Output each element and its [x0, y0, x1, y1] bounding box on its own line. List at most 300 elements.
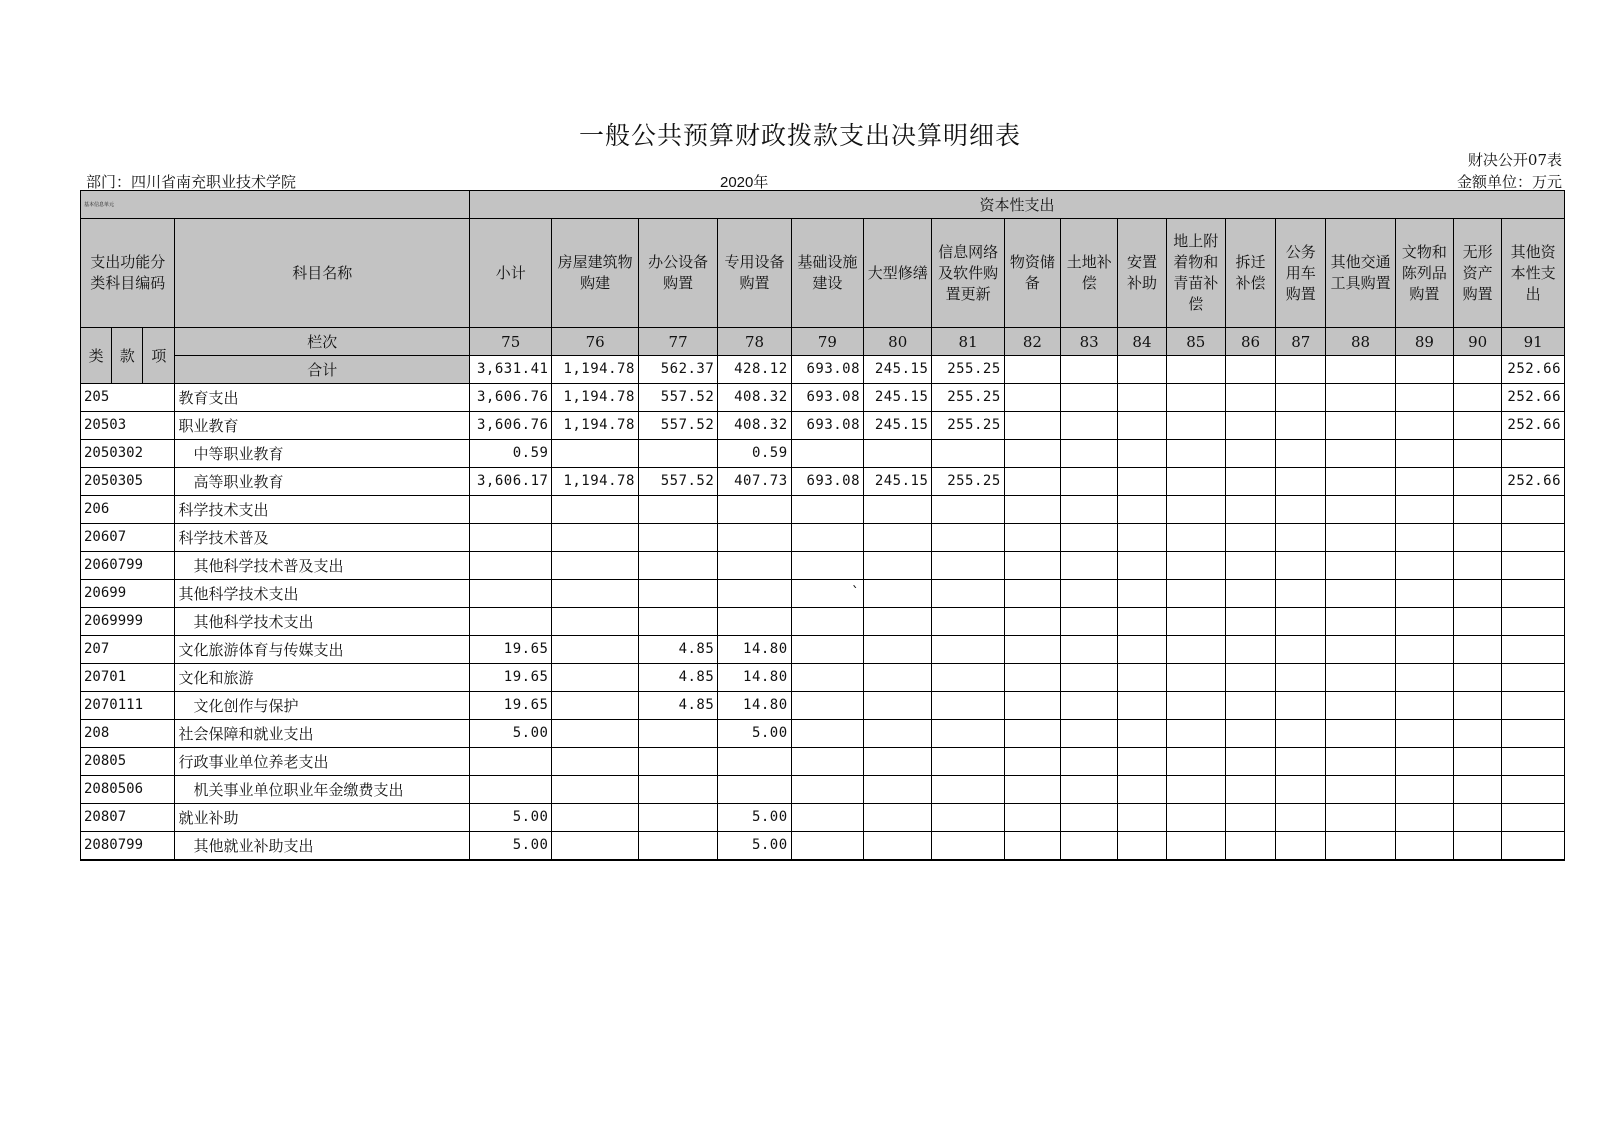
row-code: 208 [81, 720, 175, 748]
row-value [552, 524, 638, 552]
row-value [1326, 748, 1395, 776]
row-value: 14.80 [718, 636, 791, 664]
row-value [1166, 468, 1225, 496]
row-value [1225, 496, 1275, 524]
row-value [1225, 748, 1275, 776]
row-value [791, 776, 863, 804]
row-value [470, 748, 552, 776]
row-value [1061, 580, 1118, 608]
row-value [638, 748, 717, 776]
row-name: 其他就业补助支出 [175, 832, 470, 861]
row-value [552, 692, 638, 720]
row-value: 0.59 [718, 440, 791, 468]
table-row [81, 748, 1565, 776]
column-header: 其他资本性支出 [1502, 219, 1565, 328]
row-value [932, 832, 1004, 861]
row-value [1502, 580, 1565, 608]
table-row [81, 412, 1565, 440]
column-header: 办公设备购置 [638, 219, 717, 328]
row-value [1061, 496, 1118, 524]
row-value [1061, 776, 1118, 804]
row-value [1118, 720, 1166, 748]
row-value [791, 552, 863, 580]
row-value [1225, 776, 1275, 804]
row-code: 20607 [81, 524, 175, 552]
row-value: 14.80 [718, 664, 791, 692]
row-value [1166, 748, 1225, 776]
row-value [932, 636, 1004, 664]
row-value [1454, 384, 1502, 412]
row-value [1118, 552, 1166, 580]
column-header: 安置补助 [1118, 219, 1166, 328]
table-row [81, 384, 1565, 412]
column-header: 物资储备 [1004, 219, 1060, 328]
row-value [1004, 552, 1060, 580]
row-code: 2060799 [81, 552, 175, 580]
row-value: 407.73 [718, 468, 791, 496]
row-value [791, 692, 863, 720]
column-number-row [81, 328, 1565, 356]
expenditure-table [80, 190, 1565, 861]
row-value [1061, 804, 1118, 832]
column-header: 文物和陈列品购置 [1395, 219, 1453, 328]
row-code: 2069999 [81, 608, 175, 636]
name-header: 科目名称 [175, 219, 470, 328]
row-value: 19.65 [470, 664, 552, 692]
row-value [1276, 664, 1326, 692]
row-value [1225, 524, 1275, 552]
row-value [1225, 608, 1275, 636]
row-value [1166, 552, 1225, 580]
row-value [932, 552, 1004, 580]
row-value [1395, 720, 1453, 748]
row-value [791, 524, 863, 552]
row-value [1225, 412, 1275, 440]
row-value [1502, 748, 1565, 776]
column-number: 77 [638, 328, 717, 356]
row-value [638, 580, 717, 608]
row-value [1004, 468, 1060, 496]
row-value: 252.66 [1502, 384, 1565, 412]
row-value [552, 580, 638, 608]
row-value: 255.25 [932, 412, 1004, 440]
row-value [470, 552, 552, 580]
table-row [81, 776, 1565, 804]
table-row [81, 804, 1565, 832]
table-row [81, 636, 1565, 664]
row-value [1004, 496, 1060, 524]
row-value [718, 748, 791, 776]
row-value [1454, 748, 1502, 776]
row-value: 5.00 [470, 804, 552, 832]
row-value [718, 776, 791, 804]
row-value [1166, 608, 1225, 636]
group-header: 资本性支出 [470, 191, 1565, 219]
row-value [1326, 440, 1395, 468]
row-value [1118, 384, 1166, 412]
row-value [1061, 664, 1118, 692]
row-value [470, 608, 552, 636]
row-name: 其他科学技术支出 [175, 608, 470, 636]
total-cell [1276, 356, 1326, 384]
column-number: 91 [1502, 328, 1565, 356]
column-header: 无形资产购置 [1454, 219, 1502, 328]
row-code: 2050305 [81, 468, 175, 496]
total-row [81, 356, 1565, 384]
column-header: 地上附着物和青苗补偿 [1166, 219, 1225, 328]
row-value: 19.65 [470, 636, 552, 664]
row-value: 255.25 [932, 468, 1004, 496]
row-value [1004, 748, 1060, 776]
row-value: 1,194.78 [552, 468, 638, 496]
table-row [81, 832, 1565, 861]
row-value [1004, 608, 1060, 636]
row-value [1276, 748, 1326, 776]
row-value [932, 776, 1004, 804]
column-header: 信息网络及软件购置更新 [932, 219, 1004, 328]
row-value [791, 664, 863, 692]
row-value [1454, 524, 1502, 552]
row-value [470, 524, 552, 552]
column-number: 86 [1225, 328, 1275, 356]
row-value [1276, 692, 1326, 720]
row-value [791, 832, 863, 861]
row-name: 文化和旅游 [175, 664, 470, 692]
row-value [932, 580, 1004, 608]
row-value [718, 524, 791, 552]
row-value: 1,194.78 [552, 412, 638, 440]
tiny-label: 基本信息单元 [81, 191, 470, 219]
row-value [638, 608, 717, 636]
column-number: 76 [552, 328, 638, 356]
row-value [1454, 412, 1502, 440]
row-value [1326, 720, 1395, 748]
table-row [81, 664, 1565, 692]
row-value [1326, 804, 1395, 832]
column-number: 85 [1166, 328, 1225, 356]
row-value: ` [791, 580, 863, 608]
row-value [1166, 664, 1225, 692]
row-value [791, 720, 863, 748]
column-header: 其他交通工具购置 [1326, 219, 1395, 328]
row-value [1502, 832, 1565, 861]
row-value [1502, 776, 1565, 804]
row-value [1118, 608, 1166, 636]
row-value [1276, 384, 1326, 412]
row-value [1454, 692, 1502, 720]
row-value [932, 692, 1004, 720]
row-value [1225, 552, 1275, 580]
row-value [1004, 440, 1060, 468]
table-row [81, 440, 1565, 468]
row-value [1276, 720, 1326, 748]
row-value [1004, 804, 1060, 832]
total-cell: 255.25 [932, 356, 1004, 384]
row-value [1166, 832, 1225, 861]
row-value [1326, 384, 1395, 412]
row-value [1061, 748, 1118, 776]
row-value: 0.59 [470, 440, 552, 468]
column-number: 82 [1004, 328, 1060, 356]
year-label: 2020年 [720, 174, 769, 191]
row-value [1225, 804, 1275, 832]
row-value [1225, 384, 1275, 412]
row-value [864, 832, 932, 861]
row-value: 557.52 [638, 384, 717, 412]
total-cell [1454, 356, 1502, 384]
row-value [1395, 524, 1453, 552]
row-value: 557.52 [638, 468, 717, 496]
row-value [1118, 468, 1166, 496]
row-value: 252.66 [1502, 468, 1565, 496]
row-value: 3,606.76 [470, 412, 552, 440]
total-cell: 3,631.41 [470, 356, 552, 384]
row-value [791, 748, 863, 776]
sub-header-lei: 类 [81, 328, 112, 384]
row-name: 机关事业单位职业年金缴费支出 [175, 776, 470, 804]
column-header: 拆迁补偿 [1225, 219, 1275, 328]
row-code: 2080506 [81, 776, 175, 804]
row-value [1061, 524, 1118, 552]
row-value [1276, 636, 1326, 664]
row-value [638, 440, 717, 468]
row-value [1326, 412, 1395, 440]
row-value [932, 804, 1004, 832]
row-value: 5.00 [718, 720, 791, 748]
row-value [932, 748, 1004, 776]
sub-header-kuan: 款 [112, 328, 143, 384]
row-name: 其他科学技术普及支出 [175, 552, 470, 580]
row-value [552, 664, 638, 692]
row-code: 20807 [81, 804, 175, 832]
row-value [1166, 412, 1225, 440]
row-value [1276, 412, 1326, 440]
row-name: 行政事业单位养老支出 [175, 748, 470, 776]
row-value [638, 524, 717, 552]
row-value [1061, 468, 1118, 496]
row-value [718, 580, 791, 608]
row-value [1395, 468, 1453, 496]
total-cell: 428.12 [718, 356, 791, 384]
row-value [470, 496, 552, 524]
row-value [1502, 804, 1565, 832]
row-value: 5.00 [718, 832, 791, 861]
column-header: 专用设备购置 [718, 219, 791, 328]
row-name: 其他科学技术支出 [175, 580, 470, 608]
column-number: 89 [1395, 328, 1453, 356]
column-header: 基础设施建设 [791, 219, 863, 328]
row-value [1166, 804, 1225, 832]
row-name: 就业补助 [175, 804, 470, 832]
column-header: 土地补偿 [1061, 219, 1118, 328]
row-value: 408.32 [718, 412, 791, 440]
row-value [1395, 664, 1453, 692]
row-value [864, 804, 932, 832]
row-value [932, 440, 1004, 468]
row-value [638, 720, 717, 748]
row-value [1395, 580, 1453, 608]
row-value: 693.08 [791, 412, 863, 440]
row-value [791, 496, 863, 524]
row-value [1061, 608, 1118, 636]
row-value [1118, 580, 1166, 608]
row-value [1326, 524, 1395, 552]
row-value [864, 608, 932, 636]
row-value [470, 580, 552, 608]
row-value [1454, 552, 1502, 580]
row-value [1118, 776, 1166, 804]
row-value [1454, 804, 1502, 832]
row-value [932, 496, 1004, 524]
row-value: 693.08 [791, 384, 863, 412]
row-value [1454, 832, 1502, 861]
total-cell: 693.08 [791, 356, 863, 384]
row-value [1395, 384, 1453, 412]
row-name: 中等职业教育 [175, 440, 470, 468]
row-value [864, 552, 932, 580]
row-value [1395, 412, 1453, 440]
row-value [1061, 440, 1118, 468]
row-value: 408.32 [718, 384, 791, 412]
row-value [1118, 804, 1166, 832]
unit-label: 金额单位：万元 [1456, 173, 1562, 191]
row-value [1004, 776, 1060, 804]
row-value [638, 776, 717, 804]
table-row [81, 524, 1565, 552]
total-cell: 252.66 [1502, 356, 1565, 384]
row-value [1118, 496, 1166, 524]
row-value [1326, 552, 1395, 580]
total-cell: 562.37 [638, 356, 717, 384]
total-cell [1225, 356, 1275, 384]
row-value [1502, 720, 1565, 748]
column-number: 83 [1061, 328, 1118, 356]
row-value [1454, 720, 1502, 748]
row-value [1395, 552, 1453, 580]
row-value [1276, 496, 1326, 524]
row-value [1326, 664, 1395, 692]
row-value [1061, 692, 1118, 720]
row-value [1118, 440, 1166, 468]
row-value [1395, 440, 1453, 468]
column-number: 79 [791, 328, 863, 356]
row-value [864, 692, 932, 720]
row-value [932, 608, 1004, 636]
column-number: 87 [1276, 328, 1326, 356]
row-value: 557.52 [638, 412, 717, 440]
row-value [552, 636, 638, 664]
total-cell [1395, 356, 1453, 384]
row-value: 1,194.78 [552, 384, 638, 412]
row-value: 245.15 [864, 468, 932, 496]
row-value: 5.00 [718, 804, 791, 832]
row-value [1118, 412, 1166, 440]
column-number: 90 [1454, 328, 1502, 356]
row-value [1166, 524, 1225, 552]
row-value [932, 664, 1004, 692]
row-value [552, 496, 638, 524]
row-value [1061, 412, 1118, 440]
row-value [1118, 664, 1166, 692]
row-value [1061, 552, 1118, 580]
row-value [1118, 832, 1166, 861]
row-value [791, 608, 863, 636]
row-value [1326, 580, 1395, 608]
row-name: 科学技术支出 [175, 496, 470, 524]
row-value [1004, 524, 1060, 552]
row-value [1454, 580, 1502, 608]
row-value [1326, 496, 1395, 524]
row-value [1502, 440, 1565, 468]
row-value [1004, 412, 1060, 440]
row-value [1118, 636, 1166, 664]
row-value [1276, 580, 1326, 608]
row-value [864, 496, 932, 524]
total-cell [1061, 356, 1118, 384]
row-value [1276, 440, 1326, 468]
row-code: 20701 [81, 664, 175, 692]
row-value [932, 524, 1004, 552]
row-value [1166, 720, 1225, 748]
row-value [1166, 440, 1225, 468]
row-name: 职业教育 [175, 412, 470, 440]
row-value [1276, 468, 1326, 496]
total-cell: 1,194.78 [552, 356, 638, 384]
row-name: 文化旅游体育与传媒支出 [175, 636, 470, 664]
row-value [1454, 496, 1502, 524]
row-value [1502, 664, 1565, 692]
row-value [1454, 440, 1502, 468]
row-value: 245.15 [864, 412, 932, 440]
row-code: 2050302 [81, 440, 175, 468]
row-value [1004, 384, 1060, 412]
column-header: 房屋建筑物购建 [552, 219, 638, 328]
row-value [638, 804, 717, 832]
row-value [1395, 776, 1453, 804]
row-value [1326, 468, 1395, 496]
row-value [1061, 384, 1118, 412]
row-value [864, 636, 932, 664]
row-value [1118, 524, 1166, 552]
row-value [1061, 636, 1118, 664]
row-value: 4.85 [638, 636, 717, 664]
row-value [552, 440, 638, 468]
row-value [1166, 776, 1225, 804]
row-value [552, 804, 638, 832]
table-row [81, 608, 1565, 636]
row-value: 14.80 [718, 692, 791, 720]
page-title: 一般公共预算财政拨款支出决算明细表 [578, 121, 1021, 150]
row-value [1395, 692, 1453, 720]
column-header: 小计 [470, 219, 552, 328]
row-value [1004, 832, 1060, 861]
sub-header-xiang: 项 [143, 328, 175, 384]
row-value: 4.85 [638, 692, 717, 720]
row-value [1395, 832, 1453, 861]
row-value [1004, 720, 1060, 748]
row-value [1225, 580, 1275, 608]
row-value [1454, 608, 1502, 636]
row-value [864, 748, 932, 776]
row-code: 2070111 [81, 692, 175, 720]
column-number: 88 [1326, 328, 1395, 356]
row-code: 206 [81, 496, 175, 524]
row-value: 255.25 [932, 384, 1004, 412]
row-value [791, 636, 863, 664]
row-value [864, 580, 932, 608]
table-row [81, 580, 1565, 608]
row-value [552, 776, 638, 804]
